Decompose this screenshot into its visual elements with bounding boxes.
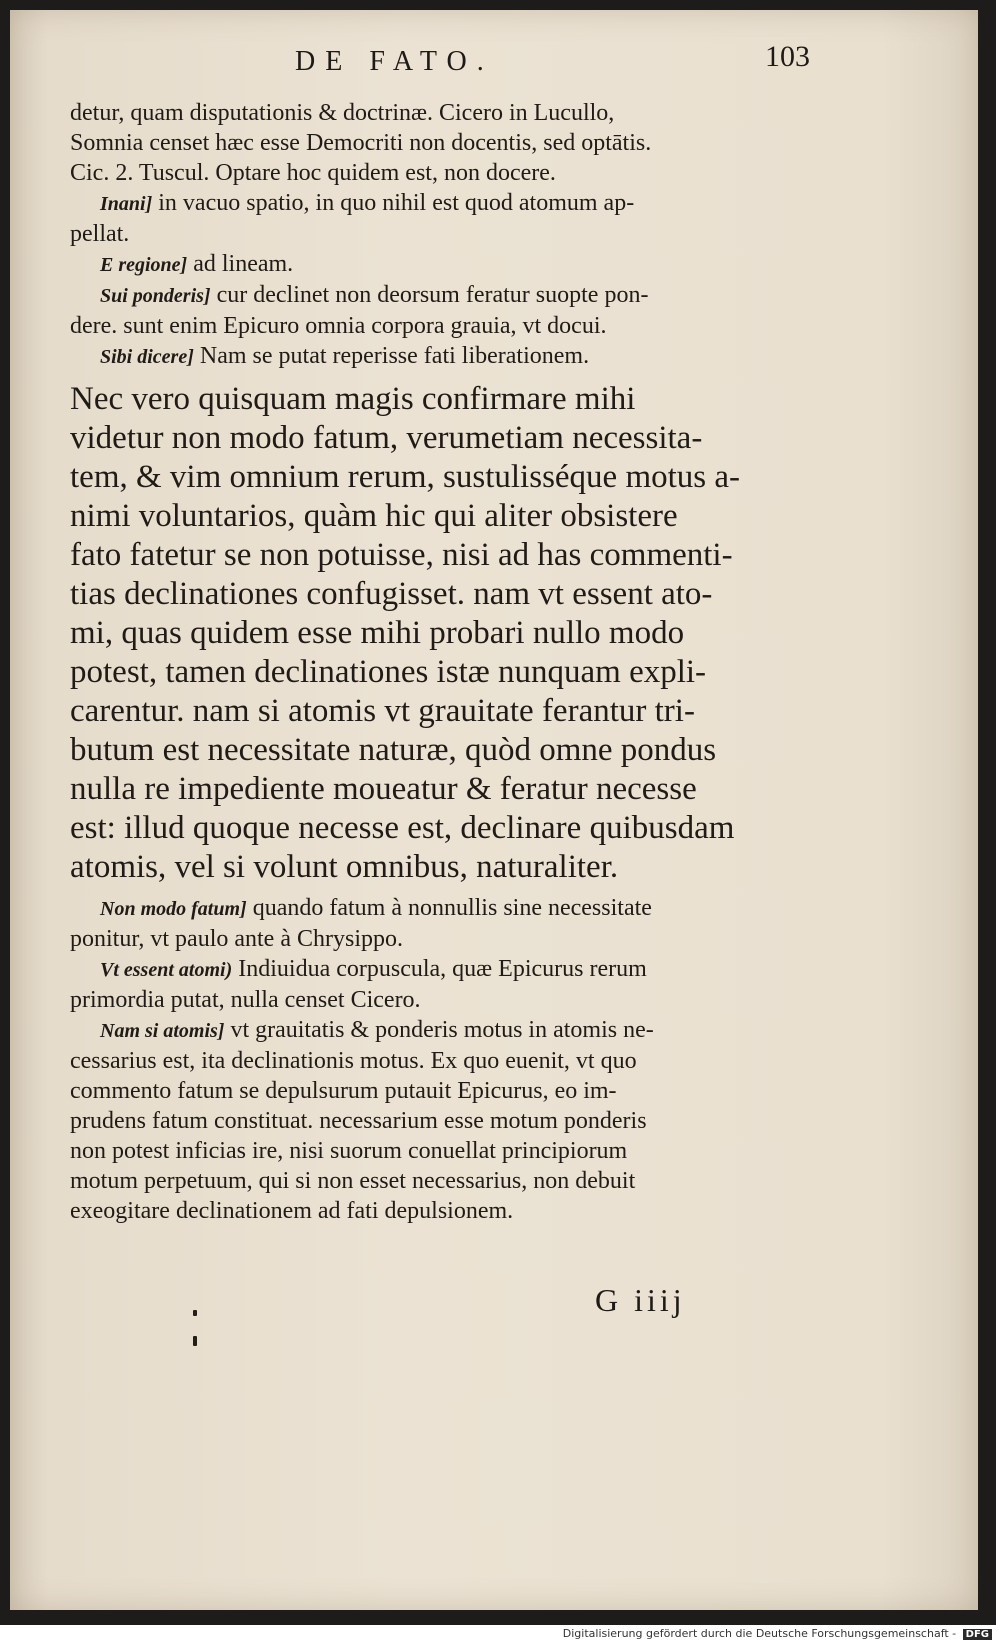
main-text-line	[70, 770, 830, 809]
lemma: E regione]	[100, 254, 188, 276]
signature-mark: G iiij	[595, 1282, 686, 1318]
running-title: DE FATO.	[295, 46, 494, 77]
line-text: pellat.	[70, 221, 130, 247]
commentary-line	[70, 1106, 830, 1136]
line-text: Somnia censet hæc esse Democriti non docentis, sed optātis.	[70, 130, 652, 156]
lemma: Vt essent atomi)	[100, 959, 233, 981]
dfg-logo: DFG	[963, 1629, 992, 1640]
line-text: quando fatum à nonnullis sine necessitate	[246, 895, 652, 921]
line-text: exeogitare declinationem ad fati depulsionem.	[70, 1198, 514, 1224]
text-block	[70, 98, 830, 1226]
page-number: 103	[765, 40, 810, 73]
line-text: Indiuidua corpuscula, quæ Epicurus rerum	[232, 956, 647, 982]
line-text: est: illud quoque necesse est, declinare quibusdam	[70, 810, 735, 846]
main-text-line	[70, 653, 830, 692]
line-text: commento fatum se depulsurum putauit Epicurus, eo im-	[70, 1078, 617, 1104]
commentary-line	[70, 1196, 830, 1226]
commentary-line	[70, 98, 830, 128]
commentary-line	[70, 219, 830, 249]
main-text-line	[70, 692, 830, 731]
main-text-line	[70, 614, 830, 653]
line-text: potest, tamen declinationes istæ nunquam expli-	[70, 654, 707, 690]
line-text: Nam se putat reperisse fati liberationem.	[193, 343, 590, 369]
main-text-line	[70, 458, 830, 497]
commentary-line	[70, 128, 830, 158]
main-text-line	[70, 848, 830, 887]
page-header	[70, 40, 810, 86]
main-text-line	[70, 575, 830, 614]
main-text-line	[70, 497, 830, 536]
commentary-line	[70, 985, 830, 1015]
commentary-line	[70, 1015, 830, 1046]
line-text: cessarius est, ita declinationis motus. Ex quo euenit, vt quo	[70, 1048, 637, 1074]
line-text: dere. sunt enim Epicuro omnia corpora grauia, vt docui.	[70, 313, 607, 339]
lemma: Sibi dicere]	[100, 346, 194, 368]
commentary-line	[70, 341, 830, 372]
commentary-line	[70, 893, 830, 924]
lemma: Nam si atomis]	[100, 1020, 225, 1042]
line-text: motum perpetuum, qui si non esset necessarius, non debuit	[70, 1168, 636, 1194]
line-text: tem, & vim omnium rerum, sustulisséque motus a-	[70, 459, 741, 495]
commentary-line	[70, 188, 830, 219]
digitization-footer	[0, 1627, 1000, 1645]
line-text: Cic. 2. Tuscul. Optare hoc quidem est, non docere.	[70, 160, 556, 186]
line-text: detur, quam disputationis & doctrinæ. Cicero in Lucullo,	[70, 100, 615, 126]
commentary-line	[70, 249, 830, 280]
line-text: ad lineam.	[187, 251, 294, 277]
commentary-line	[70, 1166, 830, 1196]
line-text: fato fatetur se non potuisse, nisi ad has commenti-	[70, 537, 733, 573]
line-text: mi, quas quidem esse mihi probari nullo modo	[70, 615, 685, 651]
line-text: cur declinet non deorsum feratur suopte pon-	[210, 282, 649, 308]
line-text: Nec vero quisquam magis confirmare mihi	[70, 381, 636, 417]
commentary-line	[70, 1076, 830, 1106]
commentary-line	[70, 311, 830, 341]
main-text-line	[70, 731, 830, 770]
main-text-line	[70, 536, 830, 575]
lemma: Sui ponderis]	[100, 285, 211, 307]
line-text: ponitur, vt paulo ante à Chrysippo.	[70, 926, 403, 952]
commentary-line	[70, 954, 830, 985]
line-text: videtur non modo fatum, verumetiam necessita-	[70, 420, 703, 456]
lemma: Non modo fatum]	[100, 898, 247, 920]
line-text: prudens fatum constituat. necessarium esse motum ponderis	[70, 1108, 647, 1134]
book-page	[10, 10, 978, 1610]
line-text: atomis, vel si volunt omnibus, naturaliter.	[70, 849, 619, 885]
commentary-line	[70, 1136, 830, 1166]
footer-credit: Digitalisierung gefördert durch die Deutsche Forschungsgemeinschaft -	[562, 1627, 957, 1640]
main-text-line	[70, 380, 830, 419]
line-text: nulla re impediente moueatur & feratur necesse	[70, 771, 697, 807]
line-text: carentur. nam si atomis vt grauitate ferantur tri-	[70, 693, 695, 729]
main-text-line	[70, 419, 830, 458]
line-text: vt grauitatis & ponderis motus in atomis ne-	[224, 1017, 654, 1043]
ink-speck	[193, 1310, 197, 1316]
line-text: non potest inficias ire, nisi suorum conuellat principiorum	[70, 1138, 628, 1164]
line-text: tias declinationes confugisset. nam vt essent ato-	[70, 576, 713, 612]
commentary-line	[70, 280, 830, 311]
line-text: primordia putat, nulla censet Cicero.	[70, 987, 421, 1013]
lemma: Inani]	[100, 193, 153, 215]
line-text: in vacuo spatio, in quo nihil est quod atomum ap-	[152, 190, 635, 216]
commentary-line	[70, 158, 830, 188]
commentary-line	[70, 924, 830, 954]
line-text: nimi voluntarios, quàm hic qui aliter obsistere	[70, 498, 678, 534]
line-text: butum est necessitate naturæ, quòd omne pondus	[70, 732, 717, 768]
commentary-line	[70, 1046, 830, 1076]
main-text-line	[70, 809, 830, 848]
ink-speck	[193, 1336, 197, 1346]
